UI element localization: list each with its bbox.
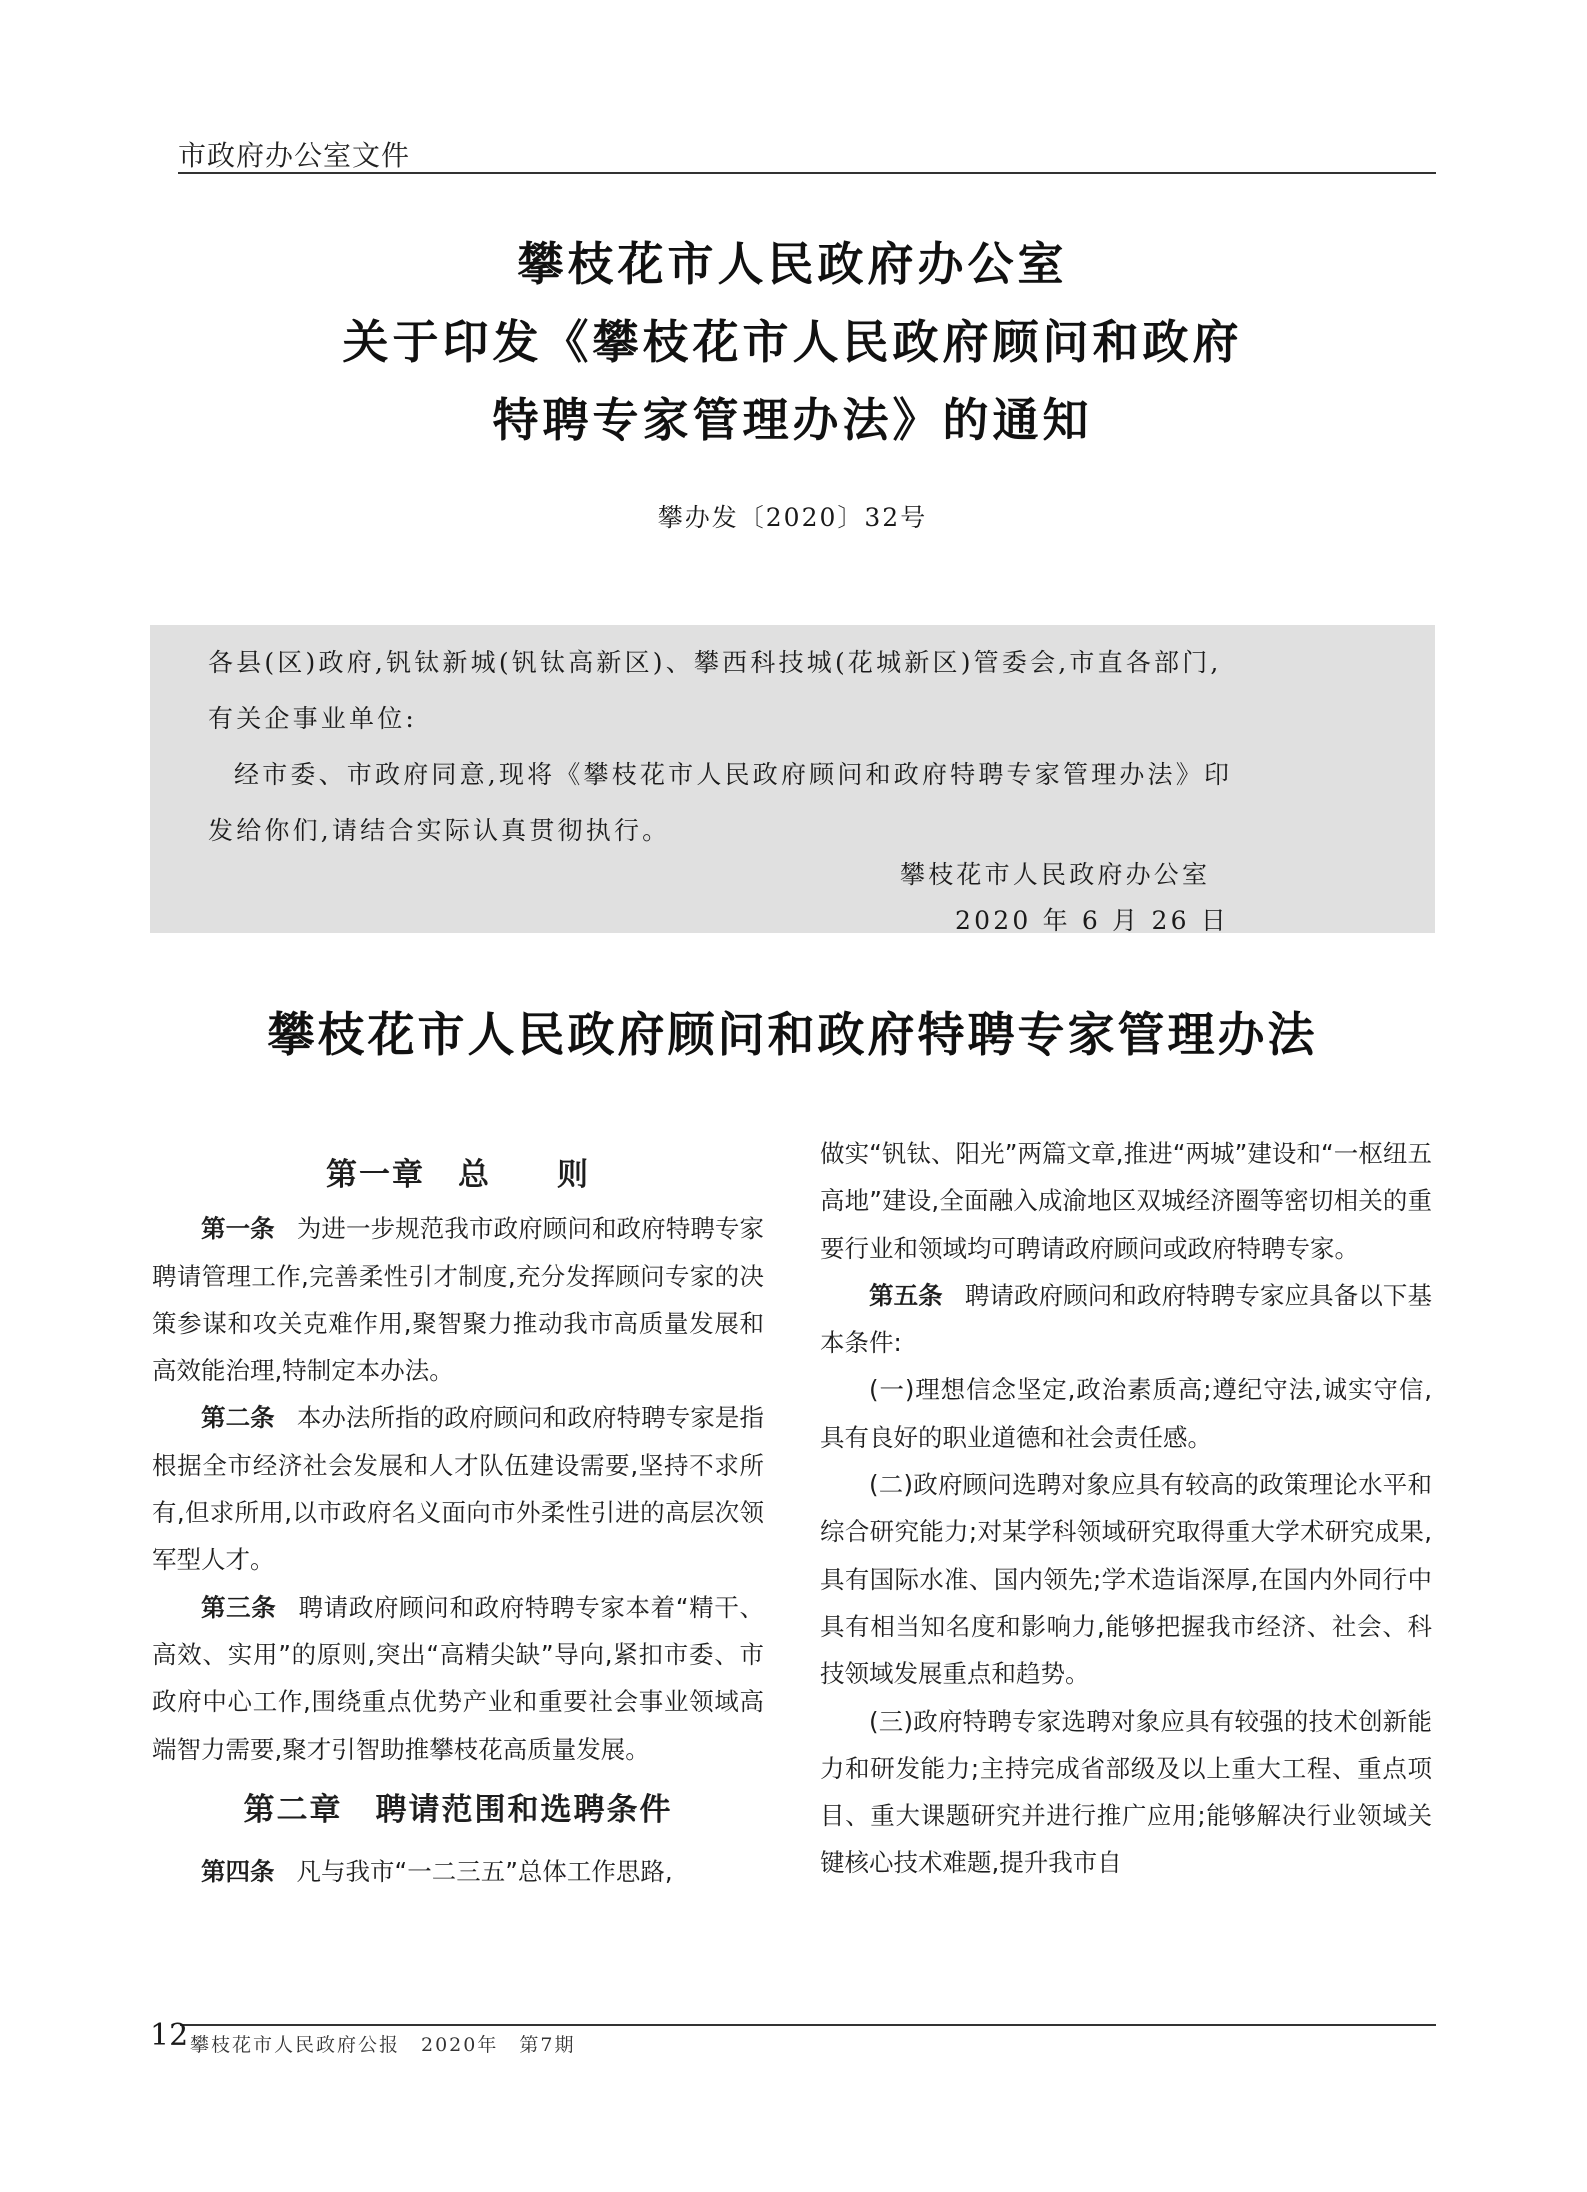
article-text: 聘请政府顾问和政府特聘专家应具备以下基本条件: [820,1280,1433,1358]
document-number: 攀办发〔2020〕32号 [657,503,928,532]
left-column [152,1152,764,1895]
article-label: 第二条 [201,1403,275,1433]
article-text: 凡与我市“一二三五”总体工作思路, [296,1857,673,1887]
notice-box [150,625,1435,933]
right-column [820,1130,1432,1887]
notice-title-line-1: 攀枝花市人民政府办公室 [517,237,1068,291]
notice-body-line-2: 发给你们,请结合实际认真贯彻执行。 [208,816,671,845]
article-label: 第一条 [201,1214,275,1244]
notice-title-line-3: 特聘专家管理办法》的通知 [492,393,1093,447]
article-text: 聘请政府顾问和政府特聘专家本着“精干、高效、实用”的原则,突出“高精尖缺”导向,紧扣市委、市政府中心工作,围绕重点优势产业和重要社会事业领域高端智力需要,聚才引智助推攀枝花高质量发展。 [152,1592,764,1764]
article-1 [152,1205,764,1394]
notice-recipients-line-1: 各县(区)政府,钒钛新城(钒钛高新区)、攀西科技城(花城新区)管委会,市直各部门, [208,648,1222,677]
notice-date: 2020 年 6 月 26 日 [955,906,1230,935]
article-3 [152,1584,764,1773]
article-text: 本办法所指的政府顾问和政府特聘专家是指根据全市经济社会发展和人才队伍建设需要,坚持不求所有,但求所用,以市政府名义面向市外柔性引进的高层次领军型人才。 [152,1403,765,1575]
page-number: 12 [150,2018,189,2053]
regulation-title: 攀枝花市人民政府顾问和政府特聘专家管理办法 [267,1008,1318,1063]
article-2 [152,1394,764,1583]
notice-body-line-1: 经市委、市政府同意,现将《攀枝花市人民政府顾问和政府特聘专家管理办法》印 [234,760,1233,789]
notice-recipients-line-2: 有关企事业单位: [208,704,418,733]
notice-issuer: 攀枝花市人民政府办公室 [900,860,1211,889]
running-head: 市政府办公室文件 [178,139,411,172]
condition-item-1: (一)理想信念坚定,政治素质高;遵纪守法,诚实守信,具有良好的职业道德和社会责任感。 [820,1375,1432,1452]
article-text: 为进一步规范我市政府顾问和政府特聘专家聘请管理工作,完善柔性引才制度,充分发挥顾问专家的决策参谋和攻关克难作用,聚智聚力推动我市高质量发展和高效能治理,特制定本办法。 [152,1214,765,1386]
publication-info: 攀枝花市人民政府公报 2020年 第7期 [190,2034,576,2056]
header-rule [178,172,1436,174]
article-label: 第四条 [201,1857,275,1887]
article-4 [152,1848,764,1895]
chapter-heading-2: 第二章 聘请范围和选聘条件 [243,1791,673,1828]
chapter-heading-1: 第一章 总 则 [326,1157,590,1193]
article-5 [820,1272,1432,1367]
condition-item-3: (三)政府特聘专家选聘对象应具有较强的技术创新能力和研发能力;主持完成省部级及以上重大工程、重点项目、重大课题研究并进行推广应用;能够解决行业领域关键核心技术难题,提升我市自 [820,1706,1432,1878]
footer-rule [180,2024,1436,2026]
article-4-continued: 做实“钒钛、阳光”两篇文章,推进“两城”建设和“一枢纽五高地”建设,全面融入成渝地区双城经济圈等密切相关的重要行业和领域均可聘请政府顾问或政府特聘专家。 [820,1139,1432,1263]
condition-item-2: (二)政府顾问选聘对象应具有较高的政策理论水平和综合研究能力;对某学科领域研究取得重大学术研究成果,具有国际水准、国内领先;学术造诣深厚,在国内外同行中具有相当知名度和影响力,能够把握我市经济、社会、科技领域发展重点和趋势。 [820,1470,1432,1689]
article-label: 第三条 [201,1592,277,1622]
article-label: 第五条 [869,1280,943,1310]
notice-title-line-2: 关于印发《攀枝花市人民政府顾问和政府 [342,315,1243,369]
